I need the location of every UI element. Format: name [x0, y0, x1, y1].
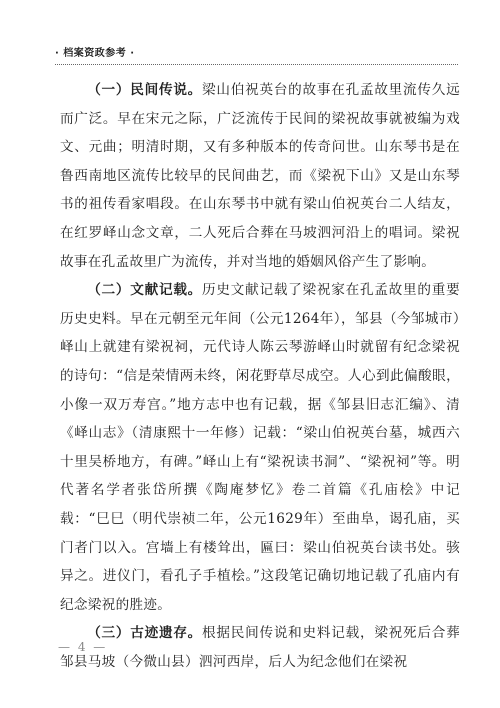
paragraph-text: 历史文献记载了梁祝家在孔孟故里的重要历史史料。早在元朝至元年间（公元1264年），邹县（今邹城市）峄山上就建有梁祝祠，元代诗人陈云琴游峄山时就留有纪念梁祝的诗句：“信是荣情两未终，闲花野草尽成空。人心到此偏酸眼，小像一双万寿宫。”地方志中也有记载，据《邹县旧志汇编》、清《峄山志》（清康熙十一年修）记载：“梁山伯祝英台墓，城西六十里吴桥地方，有碑。”峄山上有“梁祝读书洞”、“梁祝祠”等。明代著名学者张岱所撰《陶庵梦忆》卷二首篇《孔庙桧》中记载：“巳巳（明代崇祯二年，公元1629年）至曲阜，谒孔庙，买门者门以入。宫墙上有楼耸出，匾曰：梁山伯祝英台读书处。骇异之。进仪门，看孔子手植桧。”这段笔记确切地记载了孔庙内有纪念梁祝的胜迹。	[60, 282, 460, 613]
paragraph-literature	[60, 276, 460, 619]
section-heading-relics: （三）古迹遗存。	[87, 625, 203, 642]
document-body	[60, 76, 460, 676]
paragraph-text: 根据民间传说和史料记载，梁祝死后合葬邹县马坡（今微山县）泗河西岸，后人为纪念他们在梁祝	[60, 625, 460, 670]
paragraph-folk-legend	[60, 76, 460, 276]
document-header: · 档案资政参考 ·	[55, 48, 135, 59]
page-number: — 4 —	[58, 640, 108, 654]
paragraph-text: 梁山伯祝英台的故事在孔孟故里流传久远而广泛。早在宋元之际，广泛流传于民间的梁祝故事就被编为戏文、元曲；明清时期，又有多种版本的传奇问世。山东琴书是在鲁西南地区流传比较早的民间曲艺，而《梁祝下山》又是山东琴书的祖传看家唱段。在山东琴书中就有梁山伯祝英台二人结友，在红罗峄山念文章，二人死后合葬在马坡泗河沿上的唱词。梁祝故事在孔孟故里广为流传，并对当地的婚姻风俗产生了影响。	[60, 82, 460, 270]
paragraph-relics	[60, 619, 460, 676]
header-divider	[55, 64, 458, 65]
section-heading-literature: （二）文献记载。	[87, 282, 203, 299]
section-heading-folk-legend: （一）民间传说。	[87, 82, 203, 98]
